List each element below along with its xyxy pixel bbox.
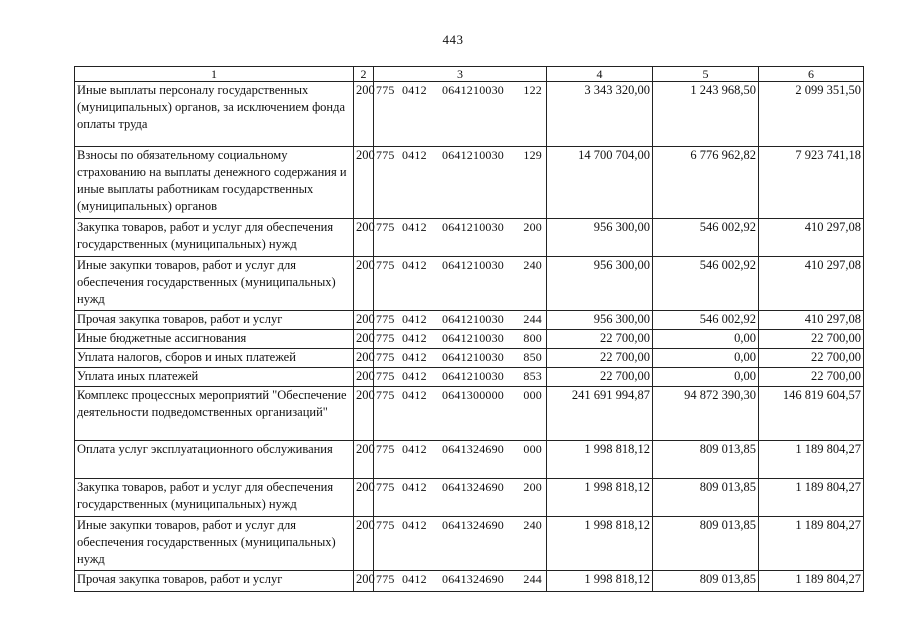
table-row [75, 517, 864, 571]
row-col2: 200 [354, 311, 374, 330]
row-name: Уплата налогов, сборов и иных платежей [75, 349, 354, 368]
table-row [75, 311, 864, 330]
section-code: 0412 [402, 572, 427, 586]
row-amount-col4: 14 700 704,00 [547, 147, 653, 219]
row-amount-col4: 956 300,00 [547, 219, 653, 257]
target-article-code: 0641324690 [442, 518, 504, 532]
admin-code: 775 [376, 83, 395, 97]
section-code: 0412 [402, 83, 427, 97]
page-number: 443 [442, 32, 464, 47]
row-amount-col4: 1 998 818,12 [547, 517, 653, 571]
header-cell: 6 [759, 67, 864, 82]
section-code: 0412 [402, 148, 427, 162]
table-row [75, 147, 864, 219]
row-amount-col5: 546 002,92 [653, 219, 759, 257]
table-row [75, 82, 864, 147]
table-body [75, 82, 864, 592]
row-amount-col6: 22 700,00 [759, 330, 864, 349]
admin-code: 775 [376, 442, 395, 456]
section-code: 0412 [402, 331, 427, 345]
row-col2: 200 [354, 82, 374, 147]
row-name: Оплата услуг эксплуатационного обслуживания [75, 441, 354, 479]
admin-code: 775 [376, 480, 395, 494]
expense-type-code: 200 [523, 480, 542, 494]
row-amount-col6: 146 819 604,57 [759, 387, 864, 441]
row-amount-col6: 1 189 804,27 [759, 441, 864, 479]
row-amount-col4: 1 998 818,12 [547, 479, 653, 517]
header-cell: 5 [653, 67, 759, 82]
table-row [75, 368, 864, 387]
row-budget-code [374, 219, 547, 257]
target-article-code: 0641210030 [442, 258, 504, 272]
target-article-code: 0641210030 [442, 350, 504, 364]
row-name: Иные закупки товаров, работ и услуг для обеспечения государственных (муниципальных) нужд [75, 517, 354, 571]
table-row [75, 257, 864, 311]
row-amount-col6: 22 700,00 [759, 368, 864, 387]
row-col2: 200 [354, 330, 374, 349]
row-budget-code [374, 479, 547, 517]
row-amount-col5: 809 013,85 [653, 571, 759, 592]
row-name: Комплекс процессных мероприятий "Обеспечение деятельности подведомственных организаций" [75, 387, 354, 441]
row-amount-col5: 809 013,85 [653, 479, 759, 517]
row-amount-col5: 0,00 [653, 368, 759, 387]
target-article-code: 0641324690 [442, 572, 504, 586]
table-row [75, 479, 864, 517]
section-code: 0412 [402, 220, 427, 234]
row-name: Прочая закупка товаров, работ и услуг [75, 311, 354, 330]
row-amount-col4: 1 998 818,12 [547, 441, 653, 479]
section-code: 0412 [402, 518, 427, 532]
section-code: 0412 [402, 480, 427, 494]
row-amount-col4: 22 700,00 [547, 349, 653, 368]
header-cell: 3 [374, 67, 547, 82]
row-amount-col4: 956 300,00 [547, 311, 653, 330]
row-name: Иные бюджетные ассигнования [75, 330, 354, 349]
row-amount-col6: 1 189 804,27 [759, 571, 864, 592]
admin-code: 775 [376, 148, 395, 162]
expense-type-code: 000 [523, 442, 542, 456]
expense-type-code: 850 [523, 350, 542, 364]
admin-code: 775 [376, 312, 395, 326]
row-amount-col5: 0,00 [653, 330, 759, 349]
admin-code: 775 [376, 331, 395, 345]
row-amount-col6: 1 189 804,27 [759, 479, 864, 517]
target-article-code: 0641300000 [442, 388, 504, 402]
target-article-code: 0641324690 [442, 442, 504, 456]
admin-code: 775 [376, 220, 395, 234]
row-amount-col6: 7 923 741,18 [759, 147, 864, 219]
row-name: Уплата иных платежей [75, 368, 354, 387]
budget-table [74, 66, 864, 592]
expense-type-code: 240 [523, 258, 542, 272]
row-name: Закупка товаров, работ и услуг для обеспечения государственных (муниципальных) нужд [75, 479, 354, 517]
header-cell: 2 [354, 67, 374, 82]
section-code: 0412 [402, 312, 427, 326]
admin-code: 775 [376, 369, 395, 383]
admin-code: 775 [376, 350, 395, 364]
row-amount-col5: 809 013,85 [653, 517, 759, 571]
row-amount-col4: 22 700,00 [547, 368, 653, 387]
row-amount-col6: 410 297,08 [759, 257, 864, 311]
row-amount-col6: 22 700,00 [759, 349, 864, 368]
row-budget-code [374, 82, 547, 147]
row-amount-col5: 809 013,85 [653, 441, 759, 479]
row-amount-col6: 410 297,08 [759, 311, 864, 330]
target-article-code: 0641210030 [442, 312, 504, 326]
row-amount-col5: 0,00 [653, 349, 759, 368]
table-row [75, 571, 864, 592]
row-name: Закупка товаров, работ и услуг для обеспечения государственных (муниципальных) нужд [75, 219, 354, 257]
expense-type-code: 000 [523, 388, 542, 402]
section-code: 0412 [402, 369, 427, 383]
row-amount-col6: 410 297,08 [759, 219, 864, 257]
row-budget-code [374, 517, 547, 571]
row-col2: 200 [354, 257, 374, 311]
row-col2: 200 [354, 349, 374, 368]
section-code: 0412 [402, 442, 427, 456]
row-amount-col5: 94 872 390,30 [653, 387, 759, 441]
row-amount-col5: 546 002,92 [653, 311, 759, 330]
expense-type-code: 122 [523, 83, 542, 97]
target-article-code: 0641324690 [442, 480, 504, 494]
row-col2: 200 [354, 387, 374, 441]
target-article-code: 0641210030 [442, 220, 504, 234]
row-budget-code [374, 257, 547, 311]
expense-type-code: 200 [523, 220, 542, 234]
row-col2: 200 [354, 219, 374, 257]
admin-code: 775 [376, 572, 395, 586]
header-cell: 1 [75, 67, 354, 82]
row-name: Иные выплаты персоналу государственных (муниципальных) органов, за исключением фонда оплаты труда [75, 82, 354, 147]
row-budget-code [374, 147, 547, 219]
row-amount-col6: 1 189 804,27 [759, 517, 864, 571]
row-col2: 200 [354, 479, 374, 517]
table-row [75, 441, 864, 479]
row-amount-col4: 3 343 320,00 [547, 82, 653, 147]
section-code: 0412 [402, 258, 427, 272]
table-row [75, 330, 864, 349]
target-article-code: 0641210030 [442, 369, 504, 383]
row-name: Прочая закупка товаров, работ и услуг [75, 571, 354, 592]
admin-code: 775 [376, 258, 395, 272]
target-article-code: 0641210030 [442, 83, 504, 97]
row-budget-code [374, 571, 547, 592]
section-code: 0412 [402, 388, 427, 402]
expense-type-code: 853 [523, 369, 542, 383]
row-col2: 200 [354, 147, 374, 219]
target-article-code: 0641210030 [442, 331, 504, 345]
header-row [75, 67, 864, 82]
table-row [75, 349, 864, 368]
target-article-code: 0641210030 [442, 148, 504, 162]
expense-type-code: 800 [523, 331, 542, 345]
row-col2: 200 [354, 368, 374, 387]
row-col2: 200 [354, 571, 374, 592]
section-code: 0412 [402, 350, 427, 364]
row-budget-code [374, 441, 547, 479]
row-amount-col5: 6 776 962,82 [653, 147, 759, 219]
row-col2: 200 [354, 517, 374, 571]
row-amount-col5: 546 002,92 [653, 257, 759, 311]
table-row [75, 219, 864, 257]
admin-code: 775 [376, 518, 395, 532]
row-budget-code [374, 387, 547, 441]
header-cell: 4 [547, 67, 653, 82]
row-amount-col5: 1 243 968,50 [653, 82, 759, 147]
table-row [75, 387, 864, 441]
expense-type-code: 244 [523, 572, 542, 586]
row-amount-col4: 1 998 818,12 [547, 571, 653, 592]
expense-type-code: 244 [523, 312, 542, 326]
row-name: Взносы по обязательному социальному страхованию на выплаты денежного содержания и иные выплаты работникам государственных (муниципальных) органов [75, 147, 354, 219]
row-budget-code [374, 349, 547, 368]
row-amount-col4: 956 300,00 [547, 257, 653, 311]
row-amount-col4: 22 700,00 [547, 330, 653, 349]
row-amount-col6: 2 099 351,50 [759, 82, 864, 147]
admin-code: 775 [376, 388, 395, 402]
row-budget-code [374, 330, 547, 349]
row-budget-code [374, 311, 547, 330]
expense-type-code: 240 [523, 518, 542, 532]
row-budget-code [374, 368, 547, 387]
row-col2: 200 [354, 441, 374, 479]
expense-type-code: 129 [523, 148, 542, 162]
row-amount-col4: 241 691 994,87 [547, 387, 653, 441]
row-name: Иные закупки товаров, работ и услуг для обеспечения государственных (муниципальных) нужд [75, 257, 354, 311]
